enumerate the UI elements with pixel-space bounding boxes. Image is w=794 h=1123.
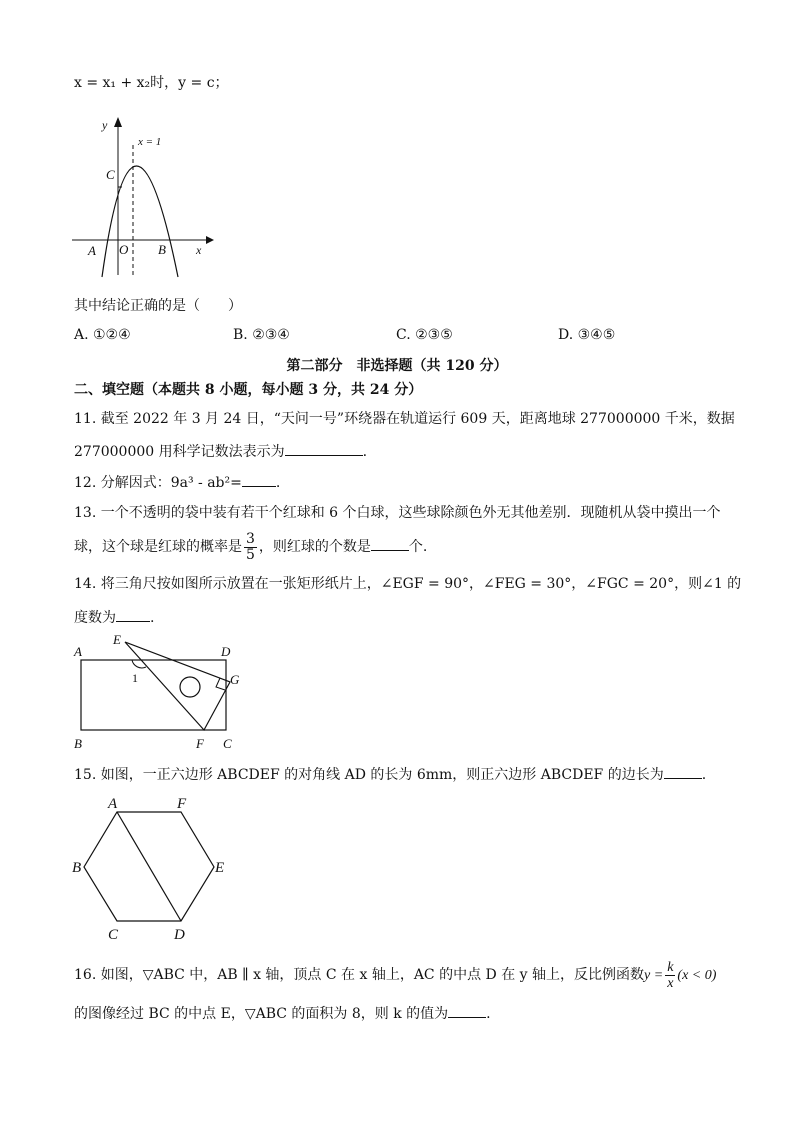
q12-answer-blank[interactable] <box>242 472 276 487</box>
axis-x-label: x <box>196 243 202 257</box>
q16-fraction: $\frac{k}{x}$ <box>667 959 674 991</box>
fig14-label-e: E <box>113 632 121 647</box>
q13-fraction: $\frac{3}{5}$ <box>246 530 255 563</box>
q14-answer-blank[interactable] <box>116 607 150 622</box>
fig14-angle-1: 1 <box>132 671 138 685</box>
axis-y-label: y <box>102 118 108 132</box>
q11-line1: 11. 截至 2022 年 3 月 24 日，“天问一号”环绕器在轨道运行 609 天，距离地球 277000000 千米，数据 <box>74 411 735 427</box>
q13-line2: 球，这个球是红球的概率是 $\frac{3}{5}$ ，则红球的个数是 个. <box>74 530 428 563</box>
q15-line: 15. 如图，一正六边形 ABCDEF 的对角线 AD 的长为 6mm，则正六边形 ABCDEF 的边长为 . <box>74 764 706 784</box>
origin-label: O <box>119 242 129 257</box>
fig15-label-f: F <box>177 796 187 812</box>
fig14-label-d: D <box>221 644 231 659</box>
parabola-graph <box>66 115 216 285</box>
q13-answer-blank[interactable] <box>371 536 409 551</box>
fig14-label-f: F <box>196 736 204 751</box>
q16-line2: 的图像经过 BC 的中点 E，▽ABC 的面积为 8，则 k 的值为 . <box>74 1003 491 1023</box>
q11-line2: 277000000 用科学记数法表示为 . <box>74 441 367 461</box>
q16-line1: 16. 如图，▽ABC 中，AB ∥ x 轴，顶点 C 在 x 轴上，AC 的中点 D 在 y 轴上，反比例函数y = $\frac{k}{x}$ (x < 0) <box>74 959 717 991</box>
fig15-label-c: C <box>108 927 119 943</box>
q10-question: 其中结论正确的是（ ） <box>74 298 242 314</box>
q12-line: 12. 分解因式：9a³ - ab²= . <box>74 472 280 492</box>
figure-14 <box>70 630 250 755</box>
symmetry-axis-label: x = 1 <box>138 136 162 148</box>
q11-answer-blank[interactable] <box>285 441 363 456</box>
option-b: B. ②③④ <box>233 327 290 343</box>
point-b-label: B <box>158 242 166 257</box>
q13-line1: 13. 一个不透明的袋中装有若干个红球和 6 个白球，这些球除颜色外无其他差别．现随机从袋中摸出一个 <box>74 505 721 521</box>
section2-title: 二、填空题（本题共 8 小题，每小题 3 分，共 24 分） <box>74 382 423 398</box>
fig15-label-e: E <box>215 860 225 876</box>
q14-line1: 14. 将三角尺按如图所示放置在一张矩形纸片上，∠EGF = 90°，∠FEG = 30°，∠FGC = 20°，则∠1 的 <box>74 576 742 592</box>
q10-condition: x = x₁ + x₂时，y = c； <box>74 75 229 91</box>
option-a: A. ①②④ <box>74 327 131 343</box>
q15-answer-blank[interactable] <box>664 764 702 779</box>
q16-answer-blank[interactable] <box>448 1003 486 1018</box>
fig15-label-a: A <box>108 796 118 812</box>
fig14-label-c: C <box>223 736 232 751</box>
point-a-label: A <box>88 243 96 258</box>
q14-line2: 度数为 . <box>74 607 154 627</box>
fig15-label-b: B <box>72 860 82 876</box>
figure-15 <box>70 795 235 945</box>
fig14-label-b: B <box>74 736 82 751</box>
option-d: D. ③④⑤ <box>558 327 616 343</box>
part2-title: 第二部分 非选择题（共 120 分） <box>286 358 508 374</box>
fig14-label-a: A <box>74 644 82 659</box>
option-c: C. ②③⑤ <box>396 327 453 343</box>
fig15-label-d: D <box>174 927 185 943</box>
point-c-label: C <box>106 167 115 182</box>
fig14-label-g: G <box>230 672 240 687</box>
